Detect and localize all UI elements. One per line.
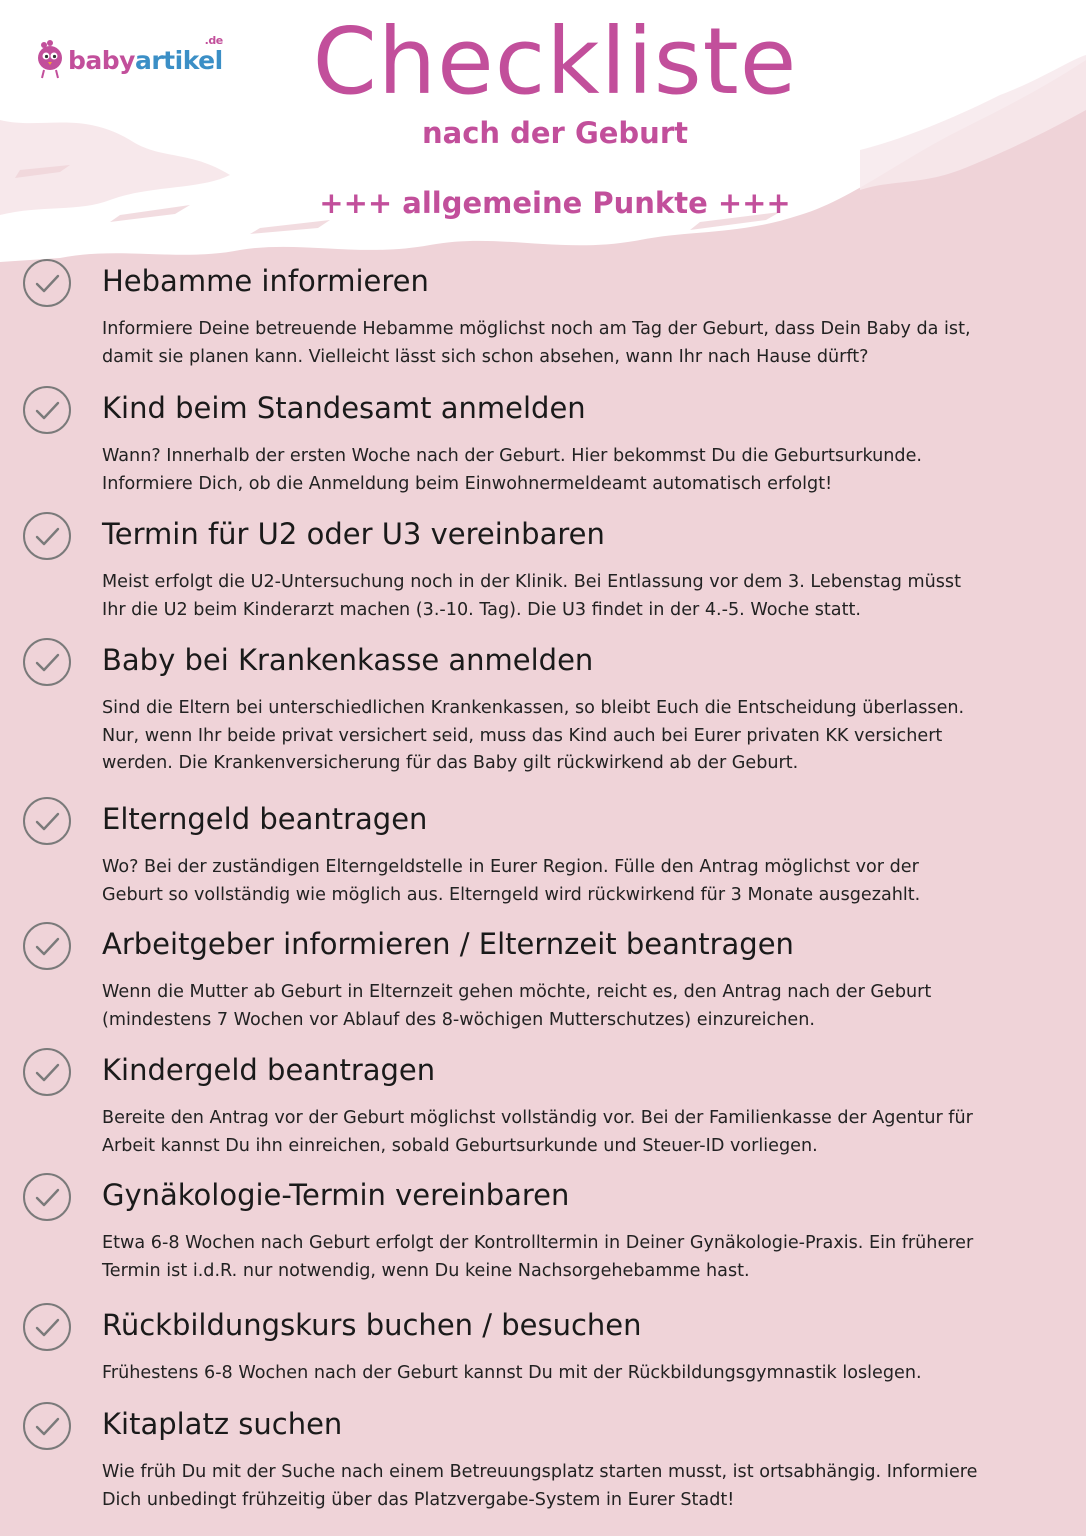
checklist-item-description: Etwa 6-8 Wochen nach Geburt erfolgt der Kontrolltermin in Deiner Gynäkologie-Praxis. Ein früherer Termin ist i.d.R. nur notwendig, wenn Du keine Nachsorgehebamme hast. (102, 1233, 974, 1281)
checkmark-circle-icon[interactable] (22, 796, 72, 846)
checkmark-circle-icon[interactable] (22, 1047, 72, 1097)
checklist-item-title: Kind beim Standesamt anmelden (102, 391, 586, 425)
page-title: Checkliste (312, 8, 798, 115)
section-heading: +++ allgemeine Punkte +++ (319, 186, 791, 220)
checklist-item-title: Gynäkologie-Termin vereinbaren (102, 1178, 570, 1212)
logo-artikel: artikel (134, 45, 223, 75)
checkmark-circle-icon[interactable] (22, 637, 72, 687)
logo-baby: baby (68, 45, 135, 75)
checklist-item-title: Baby bei Krankenkasse anmelden (102, 643, 594, 677)
checklist-item-title: Hebamme informieren (102, 264, 429, 298)
page-subtitle: nach der Geburt (421, 116, 688, 150)
checklist-item-description: Wie früh Du mit der Suche nach einem Betreuungsplatz starten musst, ist ortsabhängig. Informiere Dich unbedingt frühzeitig über das Platzvergabe-System in Eurer Stadt! (102, 1462, 978, 1510)
checkmark-circle-icon[interactable] (22, 921, 72, 971)
checklist-item-description: Sind die Eltern bei unterschiedlichen Krankenkassen, so bleibt Euch die Entscheidung überlassen. Nur, wenn Ihr beide privat versichert seid, muss das Kind auch bei Eurer privaten KK versichert werden. Die Krankenversicherung für das Baby gilt rückwirkend ab der Geburt. (102, 698, 965, 773)
logo-tld: .de (204, 33, 223, 47)
checklist-item-title: Kitaplatz suchen (102, 1407, 343, 1441)
checkmark-circle-icon[interactable] (22, 1302, 72, 1352)
checkmark-circle-icon[interactable] (22, 1401, 72, 1451)
checklist-item-title: Arbeitgeber informieren / Elternzeit beantragen (102, 927, 794, 961)
checklist-item-title: Termin für U2 oder U3 vereinbaren (102, 517, 605, 551)
checklist-item-description: Wenn die Mutter ab Geburt in Elternzeit gehen möchte, reicht es, den Antrag nach der Geburt (mindestens 7 Wochen vor Ablauf des 8-wöchigen Mutterschutzes) einzureichen. (102, 982, 932, 1030)
checkmark-circle-icon[interactable] (22, 1172, 72, 1222)
checklist-item-description: Bereite den Antrag vor der Geburt möglichst vollständig vor. Bei der Familienkasse der Agentur für Arbeit kannst Du ihn einreichen, sobald Geburtsurkunde und Steuer-ID vorliegen. (102, 1108, 973, 1156)
checklist-item-title: Elterngeld beantragen (102, 802, 428, 836)
checklist-item-title: Rückbildungskurs buchen / besuchen (102, 1308, 642, 1342)
checklist-item-description: Informiere Deine betreuende Hebamme möglichst noch am Tag der Geburt, dass Dein Baby da ist, damit sie planen kann. Vielleicht lässt sich schon absehen, wann Ihr nach Hause dürft? (102, 319, 971, 367)
checklist-item-description: Meist erfolgt die U2-Untersuchung noch in der Klinik. Bei Entlassung vor dem 3. Lebenstag müsst Ihr die U2 beim Kinderarzt machen (3.-10. Tag). Die U3 findet in der 4.-5. Woche statt. (102, 572, 961, 620)
checklist-item-description: Wo? Bei der zuständigen Elterngeldstelle in Eurer Region. Fülle den Antrag möglichst vor der Geburt so vollständig wie möglich aus. Elterngeld wird rückwirkend für 3 Monate ausgezahlt. (102, 857, 921, 905)
checkmark-circle-icon[interactable] (22, 511, 72, 561)
checklist-item-title: Kindergeld beantragen (102, 1053, 436, 1087)
checklist-item-description: Wann? Innerhalb der ersten Woche nach der Geburt. Hier bekommst Du die Geburtsurkunde. Informiere Dich, ob die Anmeldung beim Einwohnermeldeamt automatisch erfolgt! (102, 446, 923, 494)
checkmark-circle-icon[interactable] (22, 258, 72, 308)
checklist-item-description: Frühestens 6-8 Wochen nach der Geburt kannst Du mit der Rückbildungsgymnastik loslegen. (102, 1363, 922, 1383)
checkmark-circle-icon[interactable] (22, 385, 72, 435)
